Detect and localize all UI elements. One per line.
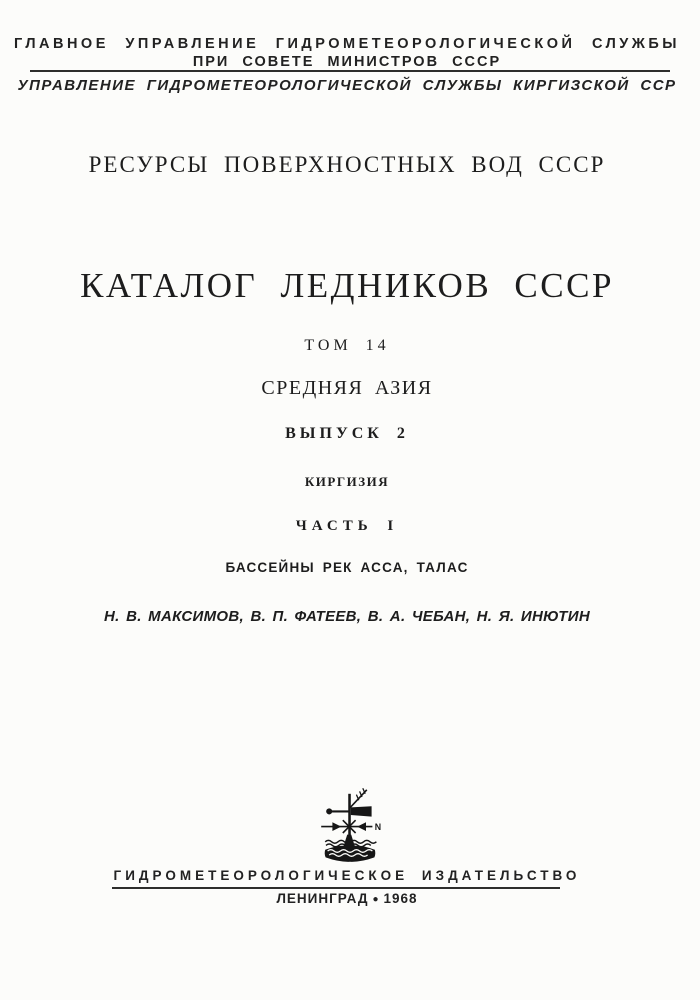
main-title: КАТАЛОГ ЛЕДНИКОВ СССР (80, 266, 614, 305)
publisher-emblem (310, 785, 390, 865)
region-label: СРЕДНЯЯ АЗИЯ (261, 377, 433, 399)
imprint-divider (112, 887, 560, 889)
bullet-separator-icon: ● (372, 894, 380, 905)
year-label: 1968 (383, 891, 418, 906)
publisher-name: ГИДРОМЕТЕОРОЛОГИЧЕСКОЕ ИЗДАТЕЛЬСТВО (113, 868, 581, 883)
org-line-2: ПРИ СОВЕТЕ МИНИСТРОВ СССР (192, 54, 502, 70)
part-label: ЧАСТЬ I (295, 518, 399, 534)
svg-text:N: N (374, 822, 382, 833)
org-line-1: ГЛАВНОЕ УПРАВЛЕНИЕ ГИДРОМЕТЕОРОЛОГИЧЕСКОЙ СЛУЖБЫ (13, 36, 680, 52)
basins-label: БАССЕЙНЫ РЕК АССА, ТАЛАС (225, 560, 469, 575)
volume-label: ТОМ 14 (304, 337, 390, 354)
weathervane-icon (310, 785, 390, 865)
city-label: ЛЕНИНГРАД (276, 891, 369, 906)
org-line-3: УПРАВЛЕНИЕ ГИДРОМЕТЕОРОЛОГИЧЕСКОЙ СЛУЖБЫ КИРГИЗСКОЙ ССР (17, 77, 677, 94)
issue-label: ВЫПУСК 2 (285, 425, 409, 442)
city-year-line (0, 891, 694, 906)
header-divider (30, 70, 670, 72)
series-title: РЕСУРСЫ ПОВЕРХНОСТНЫХ ВОД СССР (88, 152, 606, 177)
authors-line: Н. В. МАКСИМОВ, В. П. ФАТЕЕВ, В. А. ЧЕБАН, Н. Я. ИНЮТИН (104, 608, 590, 625)
subregion-label: КИРГИЗИЯ (304, 474, 390, 489)
